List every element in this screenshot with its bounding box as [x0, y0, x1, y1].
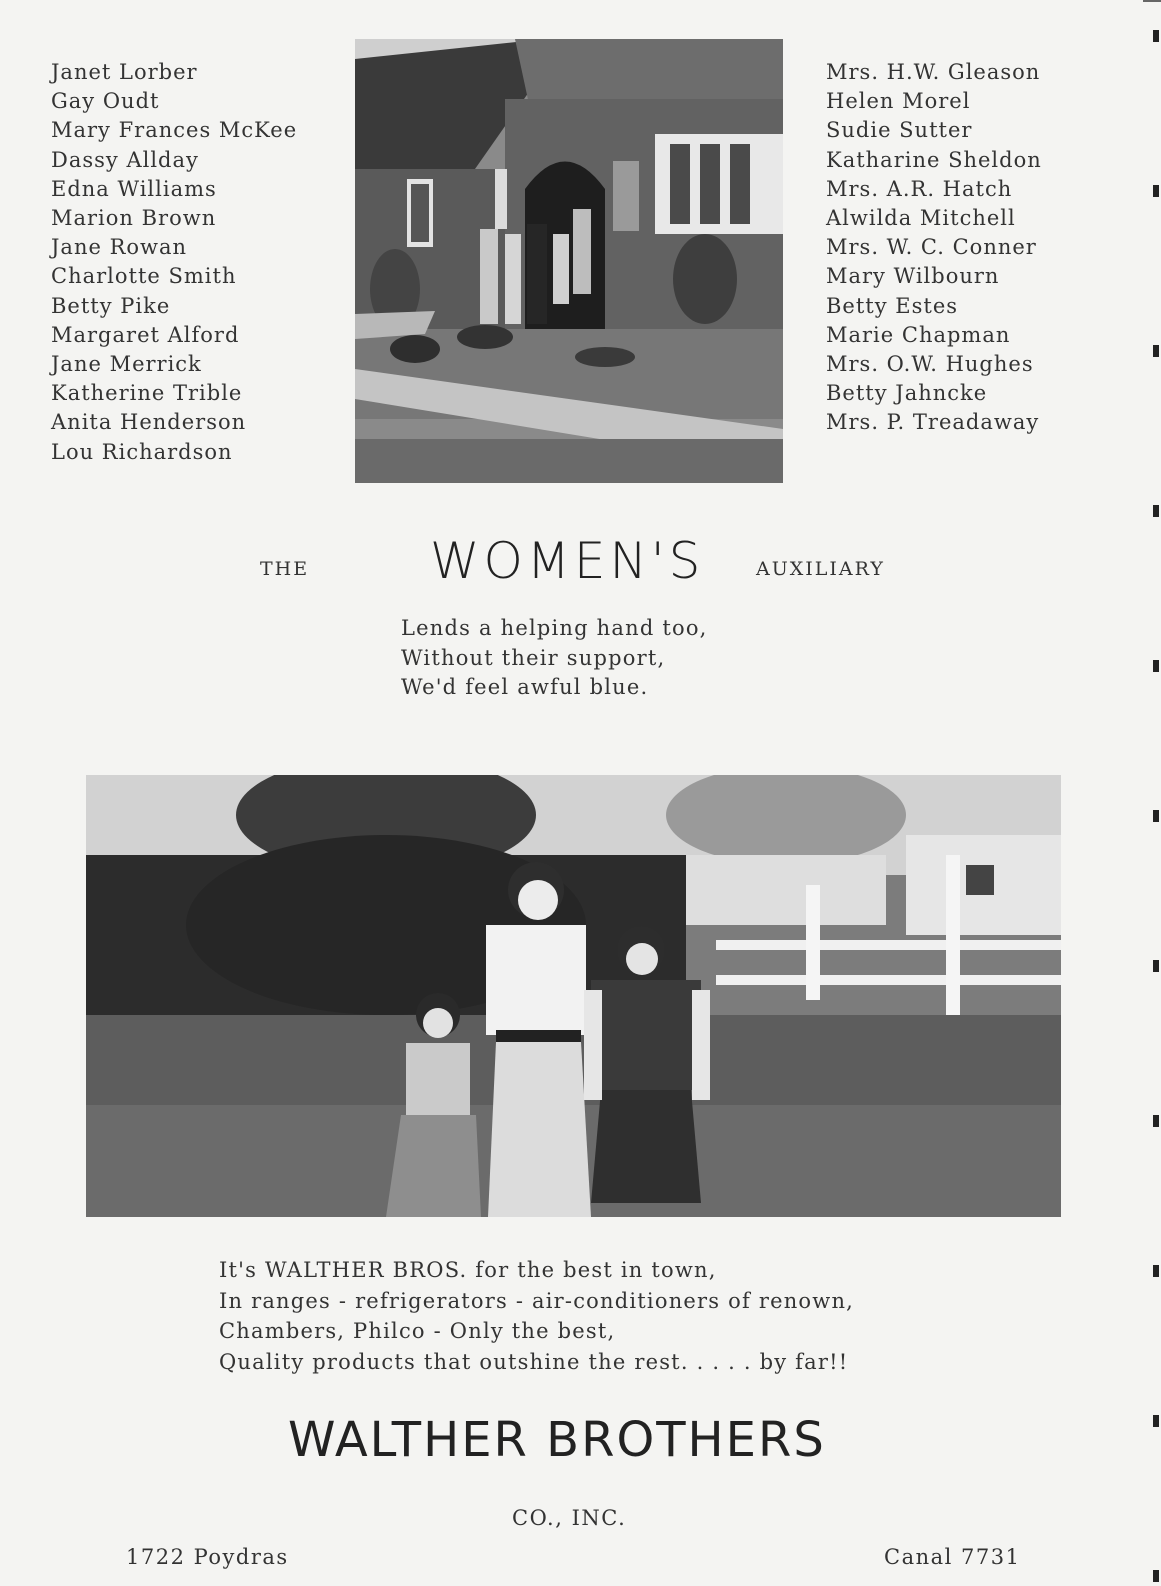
girls-photo: [86, 775, 1061, 1217]
member-name: Mrs. W. C. Conner: [826, 235, 1037, 260]
member-name: Lou Richardson: [51, 439, 233, 464]
member-name: Gay Oudt: [51, 89, 160, 114]
member-name: Mrs. A.R. Hatch: [826, 176, 1013, 201]
binding-mark: [1153, 810, 1159, 822]
member-name: Betty Pike: [51, 293, 171, 318]
member-name: Mary Frances McKee: [51, 118, 298, 143]
company-suffix: CO., INC.: [512, 1506, 627, 1530]
poem-line: In ranges - refrigerators - air-conditioners of renown,: [219, 1288, 855, 1313]
binding-mark: [1153, 1415, 1159, 1427]
poem-line: Lends a helping hand too,: [401, 616, 708, 640]
member-name: Dassy Allday: [51, 147, 199, 172]
member-name: Jane Rowan: [51, 235, 188, 260]
poem-line: We'd feel awful blue.: [401, 675, 649, 699]
walther-poem: [219, 1255, 854, 1377]
binding-mark: [1153, 185, 1159, 197]
member-name: Katharine Sheldon: [826, 147, 1042, 172]
member-name: Marion Brown: [51, 206, 217, 231]
member-name: Marie Chapman: [826, 322, 1011, 347]
girls-photo-image: [86, 775, 1061, 1217]
member-name: Margaret Alford: [51, 322, 240, 347]
binding-mark: [1153, 960, 1159, 972]
member-name: Betty Estes: [826, 293, 959, 318]
member-name: Katherine Trible: [51, 381, 243, 406]
poem-line: It's WALTHER BROS. for the best in town,: [219, 1258, 717, 1282]
phone-number: Canal 7731: [884, 1545, 1021, 1569]
poem-line: Without their support,: [401, 645, 666, 670]
poem-line: Chambers, Philco - Only the best,: [219, 1319, 616, 1343]
binding-mark: [1153, 505, 1159, 517]
brand-name: WALTHER BROTHERS: [288, 1412, 826, 1468]
poem-line: Quality products that outshine the rest. . . . . by far!!: [219, 1349, 849, 1374]
auxiliary-poem: [401, 614, 708, 703]
member-name: Mrs. O.W. Hughes: [826, 352, 1034, 377]
building-photo-image: [355, 39, 783, 483]
binding-mark: [1153, 1115, 1159, 1127]
right-names-list: [826, 58, 1042, 438]
member-name: Edna Williams: [51, 176, 217, 201]
member-name: Helen Morel: [826, 89, 971, 114]
heading-womens: WOMEN'S: [430, 532, 705, 590]
member-name: Alwilda Mitchell: [826, 206, 1016, 231]
member-name: Jane Merrick: [51, 352, 202, 377]
heading-the: THE: [260, 558, 310, 580]
binding-mark: [1153, 1265, 1159, 1277]
member-name: Janet Lorber: [51, 60, 198, 84]
member-name: Sudie Sutter: [826, 118, 973, 143]
member-name: Anita Henderson: [51, 410, 247, 435]
binding-mark: [1153, 30, 1159, 42]
address: 1722 Poydras: [126, 1545, 289, 1569]
member-name: Mrs. H.W. Gleason: [826, 60, 1041, 84]
binding-mark: [1153, 660, 1159, 672]
member-name: Charlotte Smith: [51, 264, 237, 289]
member-name: Mrs. P. Treadaway: [826, 410, 1040, 435]
left-names-list: [51, 58, 297, 467]
heading-auxiliary: AUXILIARY: [756, 558, 885, 580]
member-name: Betty Jahncke: [826, 381, 988, 406]
building-photo: [355, 39, 783, 483]
binding-mark: [1153, 345, 1159, 357]
member-name: Mary Wilbourn: [826, 264, 1000, 289]
binding-mark: [1153, 1570, 1159, 1582]
binding-marks: [1151, 0, 1159, 1586]
